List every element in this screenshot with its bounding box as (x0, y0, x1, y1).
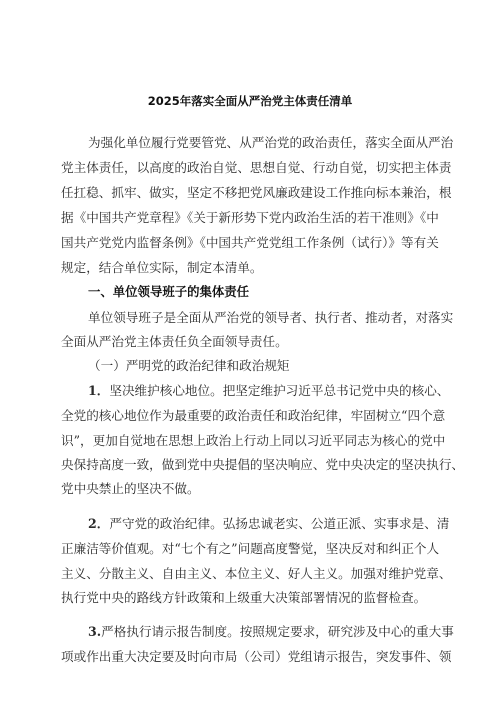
document-title: 2025年落实全面从严治党主体责任清单 (147, 94, 353, 108)
item-line: 党中央禁止的坚决不做。 (61, 481, 200, 496)
subsection-heading: （一）严明党的政治纪律和政治规矩 (88, 358, 290, 373)
section-heading: 一、单位领导班子的集体责任 (88, 284, 250, 299)
intro-line: 国共产党党内监督条例》《中国共产党党组工作条例（试行）》等有关 (61, 235, 439, 250)
item-number: 3. (88, 624, 102, 639)
intro-line: 党主体责任，以高度的政治自觉、思想自觉、行动自觉，切实把主体责 (61, 160, 452, 175)
item-line: 识”，更加自觉地在思想上政治上行动上同以习近平同志为核心的党中 (61, 433, 446, 448)
section-line: 全面从严治党主体责任负全面领导责任。 (61, 334, 288, 349)
item-text: 严格执行请示报告制度。按照规定要求，研究涉及中心的重大事 (101, 624, 454, 639)
intro-line: 据《中国共产党章程》《关于新形势下党内政治生活的若干准则》《中 (61, 210, 439, 225)
item-line: 全党的核心地位作为最重要的政治责任和政治纪律，牢固树立“四个意 (61, 408, 446, 423)
item-number: 1． (88, 383, 110, 398)
item-line: 正廉洁等价值观。对“七个有之”问题高度警觉，坚决反对和纠正个人 (61, 541, 440, 556)
item-line: 央保持高度一致，做到党中央提倡的坚决响应、党中央决定的坚决执行、 (61, 457, 464, 472)
item-text: 严守党的政治纪律。弘扬忠诚老实、公道正派、实事求是、清 (109, 516, 450, 531)
item-number: 2． (88, 516, 110, 531)
intro-line: 规定，结合单位实际，制定本清单。 (61, 260, 263, 275)
item-1-line (88, 383, 449, 399)
intro-line: 为强化单位履行党要管党、从严治党的政治责任，落实全面从严治 (88, 135, 454, 150)
item-line: 主义、分散主义、自由主义、本位主义、好人主义。加强对维护党章、 (61, 566, 452, 581)
item-3-line (88, 624, 454, 640)
item-line: 执行党中央的路线方针政策和上级重大决策部署情况的监督检查。 (61, 590, 427, 605)
section-line: 单位领导班子是全面从严治党的领导者、执行者、推动者，对落实 (88, 310, 454, 325)
item-line: 项或作出重大决定要及时向市局（公司）党组请示报告，突发事件、领 (61, 649, 452, 664)
item-2-line (88, 516, 449, 532)
intro-line: 任扛稳、抓牢、做实，坚定不移把党风廉政建设工作推向标本兼治，根 (61, 185, 452, 200)
item-text: 坚决维护核心地位。把坚定维护习近平总书记党中央的核心、 (109, 383, 450, 398)
